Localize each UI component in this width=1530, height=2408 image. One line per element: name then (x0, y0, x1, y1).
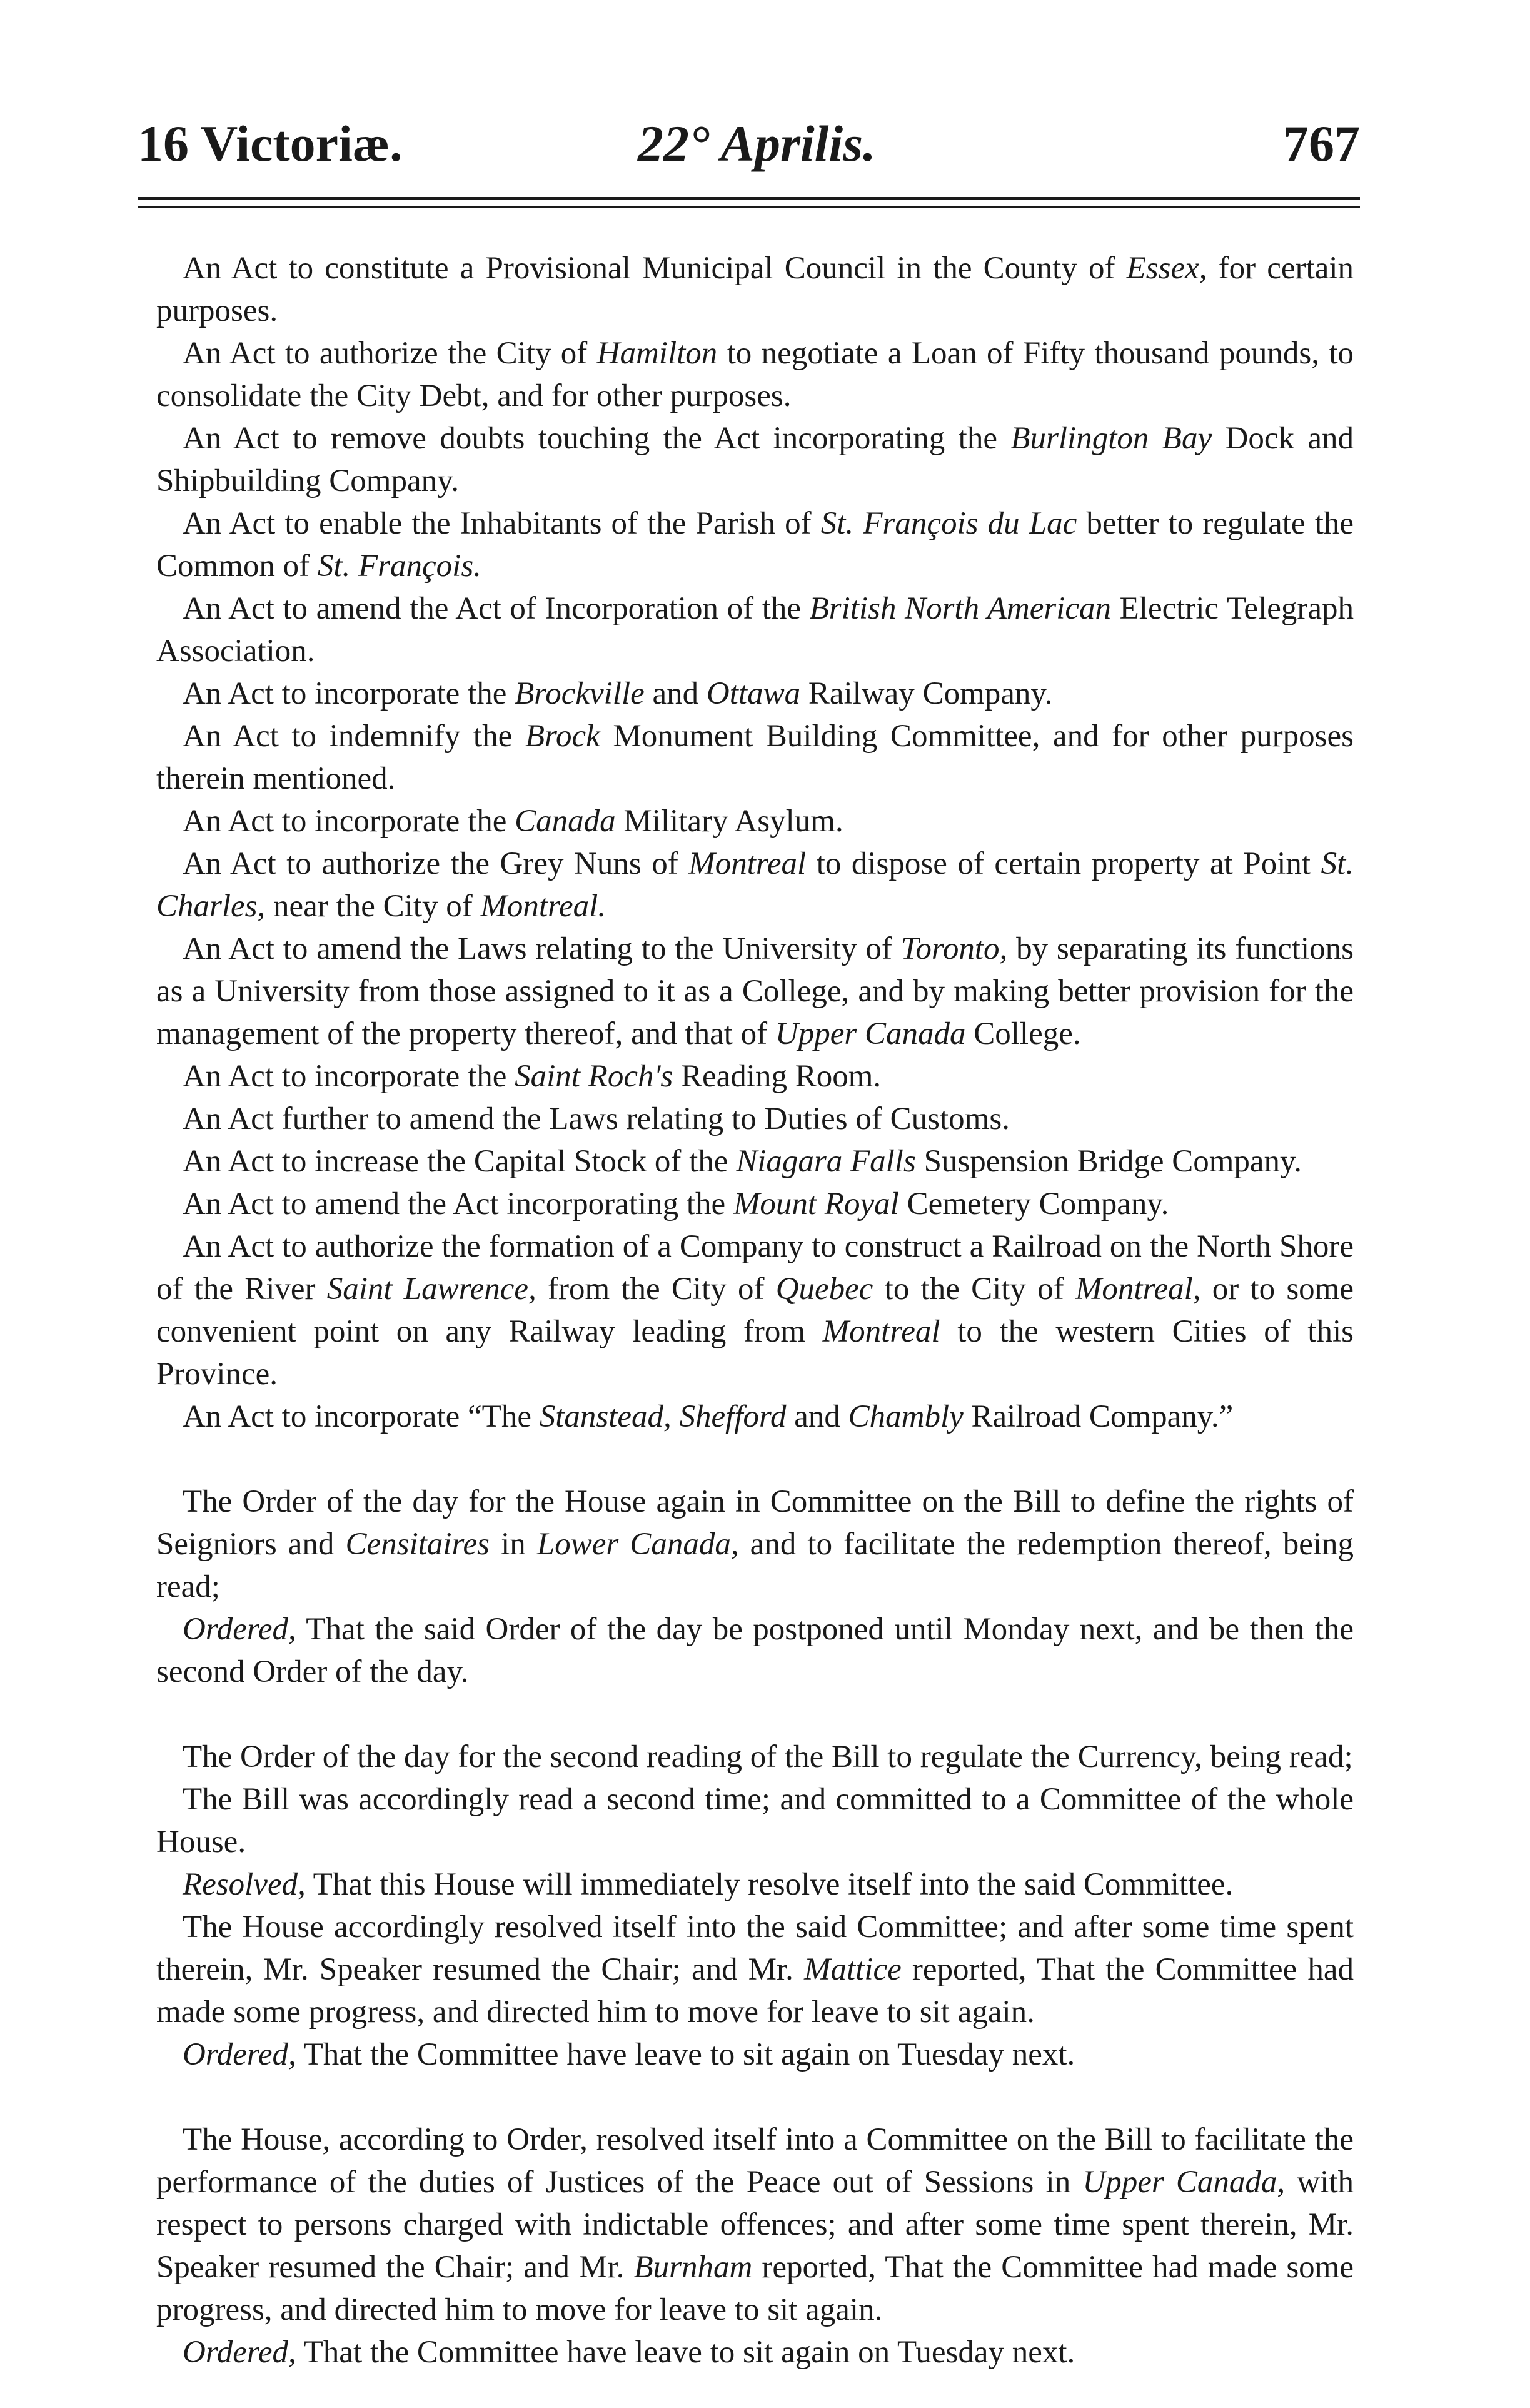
currency-block-paragraph: The Bill was accordingly read a second time; and committed to a Committee of the whole House. (156, 1782, 1354, 1859)
section-gap (156, 2076, 1354, 2118)
italic-run: Montreal (688, 846, 807, 881)
italic-run: Niagara Falls (736, 1144, 916, 1179)
acts-paragraph: An Act to authorize the formation of a Company to construct a Railroad on the North Shore of the River Saint Lawrence, from the City of Quebec to the City of Montreal, or to some convenient point on any Railway leading from Montreal to the western Cities of this Province. (156, 1229, 1354, 1392)
acts-paragraph: An Act to incorporate the Canada Military Asylum. (183, 804, 843, 839)
acts-paragraph: An Act to amend the Laws relating to the University of Toronto, by separating its functions as a University from those assigned to it as a College, and by making better provision for the management of the property thereof, and that of Upper Canada College. (156, 931, 1354, 1051)
regnal-year: 16 Victoriæ. (138, 115, 403, 172)
italic-run: Burlington Bay (1010, 421, 1212, 456)
acts-paragraph: An Act to incorporate “The Stanstead, Shefford and Chambly Railroad Company.” (183, 1399, 1234, 1434)
currency-block-paragraph: The Order of the day for the second reading of the Bill to regulate the Currency, being read; (183, 1739, 1353, 1774)
acts-paragraph: An Act to amend the Act incorporating the Mount Royal Cemetery Company. (183, 1186, 1169, 1222)
running-head (138, 109, 1360, 178)
italic-run: Upper Canada (775, 1016, 966, 1051)
italic-run: St. François du Lac (820, 506, 1077, 541)
italic-run: Mount Royal (733, 1186, 899, 1222)
justices-block-paragraph: The House, according to Order, resolved itself into a Committee on the Bill to facilitate the performance of the duties of Justices of the Peace out of Sessions in Upper Canada, with respect to persons charged with indictable offences; and after some time spent therein, Mr. Speaker resumed the Chair; and Mr. Burnham reported, That the Committee had made some progress, and directed him to move for leave to sit again. (156, 2122, 1354, 2327)
italic-run: Brockville (515, 676, 645, 711)
acts-paragraph: An Act to amend the Act of Incorporation of the British North American Electric Telegraph Association. (156, 591, 1354, 669)
currency-block-paragraph: Ordered, That the Committee have leave to sit again on Tuesday next. (183, 2037, 1075, 2072)
italic-run: Montreal (822, 1314, 940, 1349)
italic-run: Hamilton (596, 336, 718, 371)
italic-run: Montreal. (480, 889, 606, 924)
italic-run: Mattice (804, 1952, 902, 1987)
italic-run: Chambly (848, 1399, 964, 1434)
currency-block-paragraph: Resolved, That this House will immediately resolve itself into the said Committee. (183, 1867, 1234, 1902)
italic-run: Montreal, (1075, 1272, 1201, 1307)
justices-bill-block (156, 2118, 1354, 2374)
italic-run: Canada (515, 804, 616, 839)
acts-list (156, 247, 1354, 1438)
italic-run: Burnham (633, 2250, 753, 2285)
italic-run: Resolved, (183, 1867, 306, 1902)
italic-run: Ottawa (706, 676, 801, 711)
acts-paragraph: An Act to increase the Capital Stock of the Niagara Falls Suspension Bridge Company. (183, 1144, 1302, 1179)
body-text (156, 247, 1354, 2374)
italic-run: St. François. (317, 549, 481, 584)
acts-paragraph: An Act to remove doubts touching the Act incorporating the Burlington Bay Dock and Shipbuilding Company. (156, 421, 1354, 498)
italic-run: St. Charles, (156, 846, 1354, 924)
justices-block-paragraph: Ordered, That the Committee have leave to sit again on Tuesday next. (183, 2335, 1075, 2370)
acts-paragraph: An Act to indemnify the Brock Monument Building Committee, and for other purposes therein mentioned. (156, 719, 1354, 796)
seigniors-block-paragraph: The Order of the day for the House again in Committee on the Bill to define the rights of Seigniors and Censitaires in Lower Canada, and to facilitate the redemption thereof, being read; (156, 1484, 1354, 1604)
italic-run: Ordered, (183, 2037, 296, 2072)
currency-bill-block (156, 1736, 1354, 2076)
italic-run: Toronto, (900, 931, 1008, 966)
acts-paragraph: An Act to incorporate the Brockville and Ottawa Railway Company. (183, 676, 1053, 711)
italic-run: Ordered, (183, 1612, 296, 1647)
section-gap (156, 1693, 1354, 1736)
page-number: 767 (1283, 115, 1360, 172)
seigniors-block-paragraph: Ordered, That the said Order of the day be postponed until Monday next, and be then the second Order of the day. (156, 1612, 1354, 1689)
seigniors-bill-block (156, 1480, 1354, 1693)
italic-run: Lower Canada, (536, 1527, 739, 1562)
acts-paragraph: An Act to incorporate the Saint Roch's Reading Room. (183, 1059, 882, 1094)
italic-run: Upper Canada, (1082, 2165, 1286, 2200)
italic-run: Censitaires (345, 1527, 490, 1562)
italic-run: Ordered, (183, 2335, 296, 2370)
section-gap (156, 1438, 1354, 1480)
italic-run: British North American (809, 591, 1112, 626)
header-rule (138, 197, 1360, 208)
acts-paragraph: An Act to authorize the Grey Nuns of Montreal to dispose of certain property at Point St. Charles, near the City of Montreal. (156, 846, 1354, 924)
italic-run: Stanstead, Shefford (539, 1399, 787, 1434)
acts-paragraph: An Act to constitute a Provisional Municipal Council in the County of Essex, for certain purposes. (156, 251, 1354, 328)
session-date: 22° Aprilis. (638, 115, 876, 172)
currency-block-paragraph: The House accordingly resolved itself into the said Committee; and after some time spent therein, Mr. Speaker resumed the Chair; and Mr. Mattice reported, That the Committee had made some progress, and directed him to move for leave to sit again. (156, 1910, 1354, 2030)
acts-paragraph: An Act to enable the Inhabitants of the Parish of St. François du Lac better to regulate the Common of St. François. (156, 506, 1354, 584)
italic-run: Saint Roch's (515, 1059, 673, 1094)
acts-paragraph: An Act further to amend the Laws relating to Duties of Customs. (183, 1101, 1010, 1136)
italic-run: Brock (525, 719, 600, 754)
italic-run: Essex, (1126, 251, 1207, 286)
italic-run: Saint Lawrence, (326, 1272, 536, 1307)
acts-paragraph: An Act to authorize the City of Hamilton to negotiate a Loan of Fifty thousand pounds, to consolidate the City Debt, and for other purposes. (156, 336, 1354, 413)
italic-run: Quebec (775, 1272, 873, 1307)
